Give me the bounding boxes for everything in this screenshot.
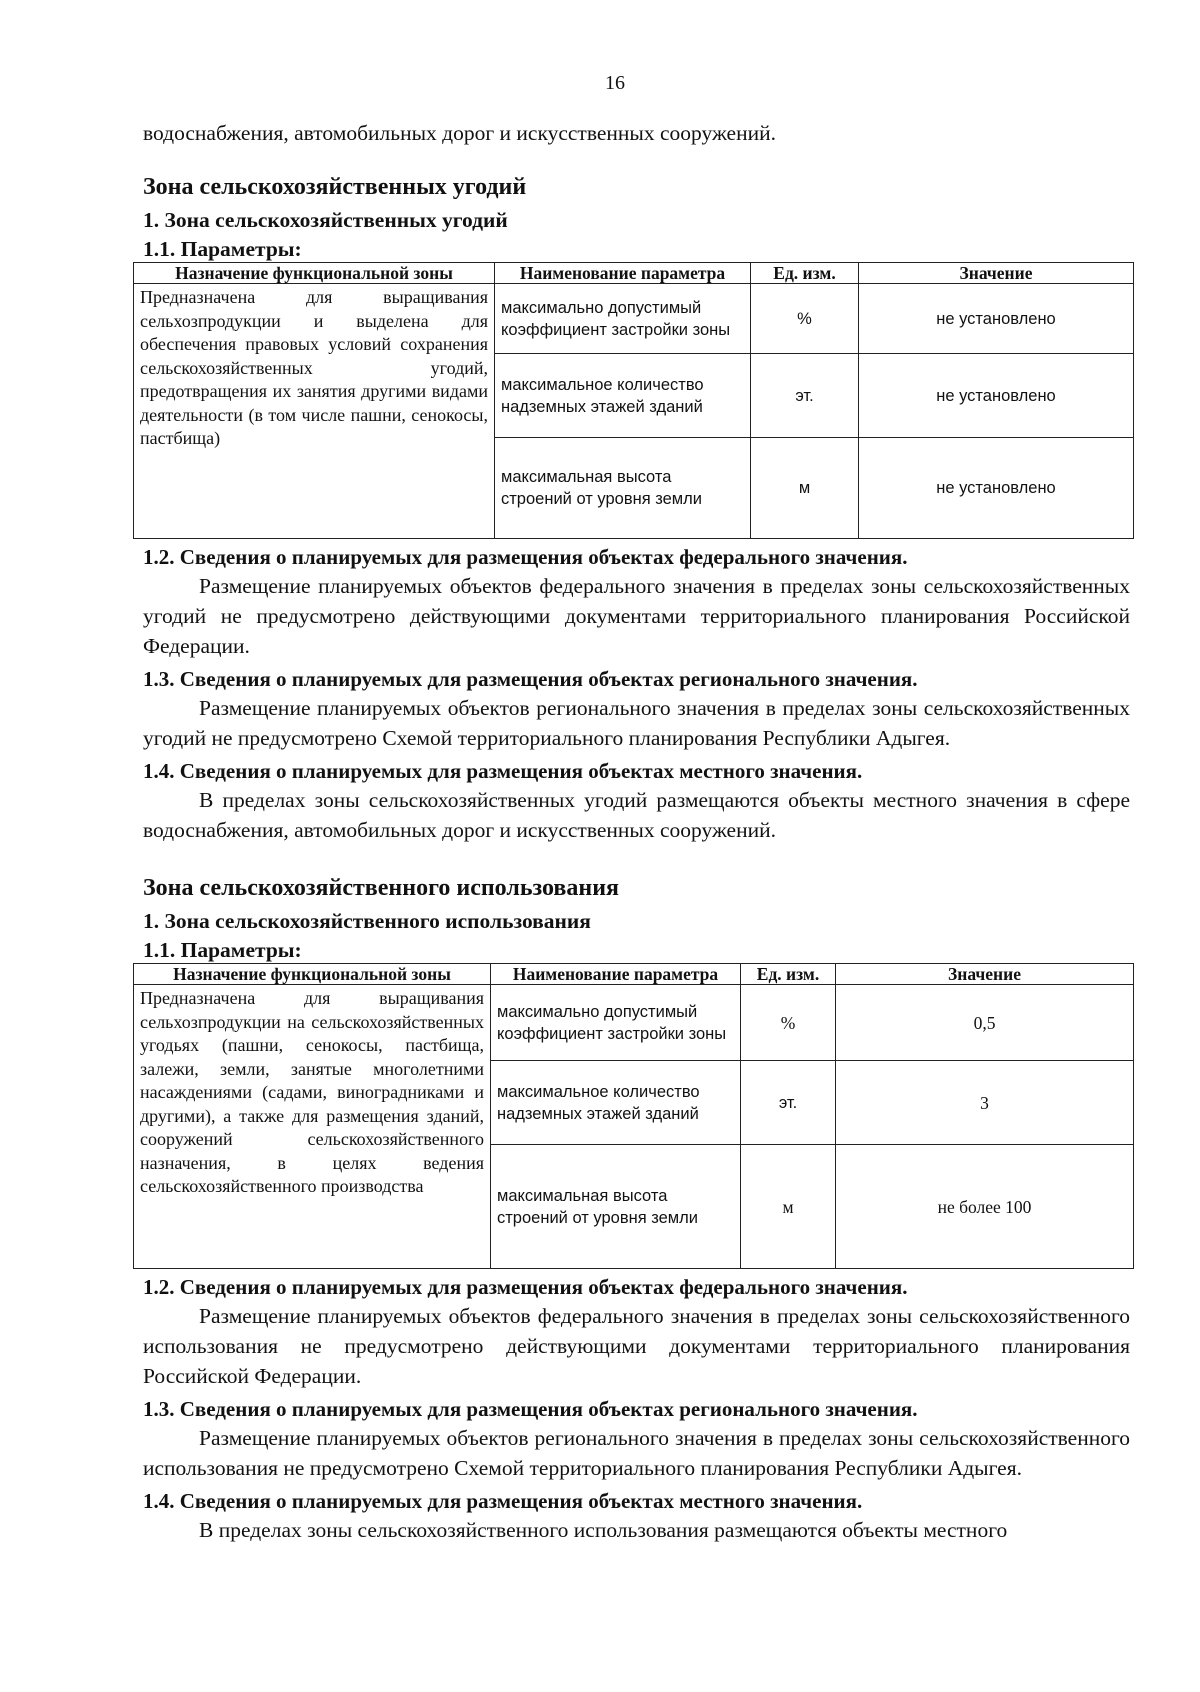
param-unit: эт. [741,1061,836,1145]
param-name: максимальное количество надземных этажей зданий [491,1061,741,1145]
regional-heading: 1.3. Сведения о планируемых для размещения объектах регионального значения. [143,1397,918,1421]
table-header-row [134,964,1134,985]
table-header-row [134,263,1134,284]
zone-agricultural-lands [140,172,1130,845]
federal-heading: 1.2. Сведения о планируемых для размещения объектах федерального значения. [143,1275,908,1299]
param-value: не установлено [859,438,1134,539]
param-value: не установлено [859,284,1134,354]
federal-text: Размещение планируемых объектов федерального значения в пределах зоны сельскохозяйственного использования не предусмотрено действующими документами территориального планирования Российской Федерации. [143,1304,1130,1388]
header-value: Значение [859,263,1134,284]
param-value: 0,5 [836,985,1134,1061]
param-name: максимальная высота строений от уровня земли [495,438,751,539]
param-name: максимальное количество надземных этажей зданий [495,354,751,438]
spacer [143,845,1130,873]
zone-agricultural-use [140,873,1130,1545]
param-value: не более 100 [836,1145,1134,1269]
local-heading: 1.4. Сведения о планируемых для размещения объектах местного значения. [143,759,863,783]
param-name: максимально допустимый коэффициент застройки зоны [495,284,751,354]
header-value: Значение [836,964,1134,985]
zone-title: Зона сельскохозяйственного использования [143,875,620,901]
table-row [134,284,1134,354]
param-unit: % [751,284,859,354]
zone-title: Зона сельскохозяйственных угодий [143,174,527,200]
federal-text: Размещение планируемых объектов федерального значения в пределах зоны сельскохозяйственных угодий не предусмотрено действующими документами территориального планирования Российской Федерации. [143,574,1130,658]
param-value: 3 [836,1061,1134,1145]
params-title: 1.1. Параметры: [143,938,302,962]
federal-heading: 1.2. Сведения о планируемых для размещения объектах федерального значения. [143,545,908,569]
zone-purpose-cell: Предназначена для выращивания сельхозпродукции и выделена для обеспечения правовых условий сохранения сельскохозяйственных угодий, предотвращения их занятия другими видами деятельности (в том числе пашни, сенокосы, пастбища) [134,284,495,539]
regional-text: Размещение планируемых объектов регионального значения в пределах зоны сельскохозяйственного использования не предусмотрено Схемой территориального планирования Республики Адыгея. [143,1426,1130,1480]
table-row [134,985,1134,1061]
local-heading: 1.4. Сведения о планируемых для размещения объектах местного значения. [143,1489,863,1513]
regional-heading: 1.3. Сведения о планируемых для размещения объектах регионального значения. [143,667,918,691]
param-unit: % [741,985,836,1061]
page-number: 16 [605,72,625,94]
header-purpose: Назначение функциональной зоны [134,964,491,985]
intro-text: водоснабжения, автомобильных дорог и искусственных сооружений. [143,121,776,145]
param-unit: эт. [751,354,859,438]
parameters-table [133,963,1134,1269]
regional-text: Размещение планируемых объектов регионального значения в пределах зоны сельскохозяйственных угодий не предусмотрено Схемой территориального планирования Республики Адыгея. [143,696,1130,750]
section-title: 1. Зона сельскохозяйственного использования [143,909,591,933]
param-unit: м [741,1145,836,1269]
header-purpose: Назначение функциональной зоны [134,263,495,284]
section-title: 1. Зона сельскохозяйственных угодий [143,208,508,232]
page-content [140,118,1130,1545]
header-param: Наименование параметра [495,263,751,284]
zone-purpose-cell: Предназначена для выращивания сельхозпродукции на сельскохозяйственных угодьях (пашни, сенокосы, пастбища, залежи, земли, занятые многолетними насаждениями (садами, виноградниками и другими), а также для размещения зданий, сооружений сельскохозяйственного назначения, в целях ведения сельскохозяйственного производства [134,985,491,1269]
param-name: максимально допустимый коэффициент застройки зоны [491,985,741,1061]
header-unit: Ед. изм. [741,964,836,985]
local-text: В пределах зоны сельскохозяйственного использования размещаются объекты местного [199,1518,1008,1542]
param-value: не установлено [859,354,1134,438]
param-name: максимальная высота строений от уровня земли [491,1145,741,1269]
header-param: Наименование параметра [491,964,741,985]
local-text: В пределах зоны сельскохозяйственных угодий размещаются объекты местного значения в сфере водоснабжения, автомобильных дорог и искусственных сооружений. [143,788,1130,842]
params-title: 1.1. Параметры: [143,237,302,261]
header-unit: Ед. изм. [751,263,859,284]
parameters-table [133,262,1134,539]
param-unit: м [751,438,859,539]
